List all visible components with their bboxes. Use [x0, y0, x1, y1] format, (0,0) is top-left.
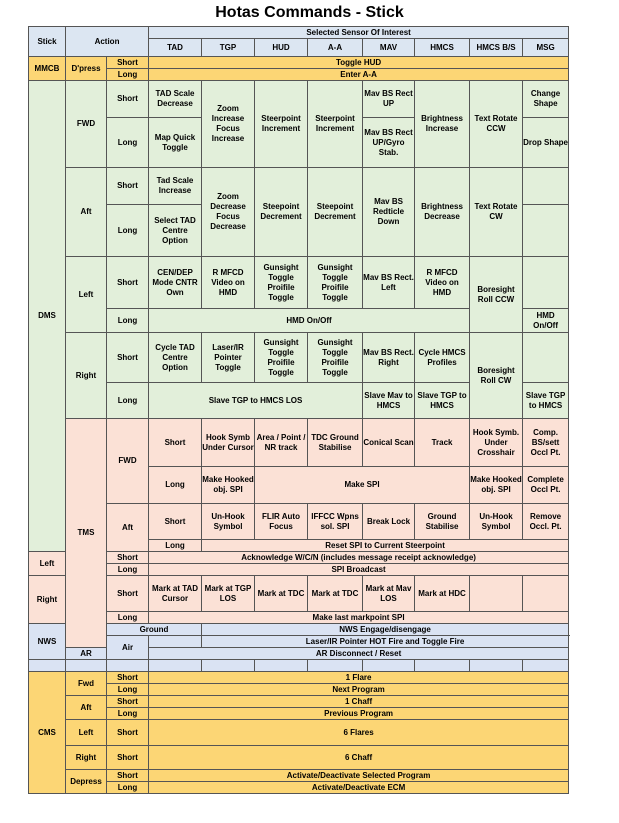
cms-fwd-long-value: Next Program [149, 684, 569, 696]
mmcb-stick: MMCB [29, 57, 66, 81]
tms-right-long-label: Long [107, 612, 149, 624]
tms-fwd-mav: Track [415, 419, 470, 467]
spacer-cell [363, 660, 415, 672]
nws-air-spacer [149, 636, 202, 648]
tms-aft-aa: Break Lock [363, 504, 415, 540]
tms-left-short-value: Acknowledge W/C/N (includes message receipt acknowledge) [149, 552, 569, 564]
dms-left-tgp: R MFCD Video on HMD [202, 257, 255, 309]
dms-aft-short-label: Short [107, 168, 149, 205]
tms-aft-hmcs: Un-Hook Symbol [470, 504, 523, 540]
cms-right-label: Right [66, 746, 107, 770]
cms-left-short-value: 6 Flares [149, 720, 569, 746]
dms-fwd-long-msg: Drop Shape [523, 118, 569, 168]
tms-fwd-short-label: Short [149, 419, 202, 467]
dms-fwd-short-label: Short [107, 81, 149, 118]
column-hmcs-bs: HMCS B/S [470, 39, 523, 57]
dms-aft-mav: Mav BS Redticle Down [363, 168, 415, 257]
dms-left-long-label: Long [107, 309, 149, 333]
tms-right-label: Right [29, 576, 66, 624]
tms-aft-long-label: Long [149, 540, 202, 552]
spacer-cell [523, 660, 569, 672]
mmcb-short-value: Toggle HUD [149, 57, 569, 69]
header-stick: Stick [29, 27, 66, 57]
spacer-cell [202, 660, 255, 672]
tms-fwd-long-value: Make SPI [255, 467, 470, 504]
dms-right-aa: Gunsight Toggle Proifile Toggle [308, 333, 363, 383]
dms-aft-short-tad: Tad Scale Increase [149, 168, 202, 205]
cms-depress-short-value: Activate/Deactivate Selected Program [149, 770, 569, 782]
tms-fwd-long-hmcsbs: Complete Occl Pt. [523, 467, 569, 504]
tms-aft-tad: Un-Hook Symbol [202, 504, 255, 540]
tms-aft-hud: IFFCC Wpns sol. SPI [308, 504, 363, 540]
dms-right-long-hmcs: Slave TGP to HMCS [415, 383, 470, 419]
tms-fwd-hud: TDC Ground Stabilise [308, 419, 363, 467]
cms-left-short-label: Short [107, 720, 149, 746]
dms-stick: DMS [29, 81, 66, 552]
tms-right-aa: Mark at TDC [308, 576, 363, 612]
dms-fwd-aa: Steerpoint Increment [308, 81, 363, 168]
spacer-cell [149, 660, 202, 672]
column-aa: A-A [308, 39, 363, 57]
dms-fwd-long-label: Long [107, 118, 149, 168]
dms-fwd-long-tad: Map Quick Toggle [149, 118, 202, 168]
mmcb-long-label: Long [107, 69, 149, 81]
tms-left-label: Left [29, 552, 66, 576]
dms-left-hud: Gunsight Toggle Proifile Toggle [255, 257, 308, 309]
tms-fwd-tad: Hook Symb Under Cursor [202, 419, 255, 467]
dms-left-label: Left [66, 257, 107, 333]
dms-aft-hmcsbs: Text Rotate CW [470, 168, 523, 257]
dms-aft-hmcs: Brightness Decrease [415, 168, 470, 257]
cms-aft-label: Aft [66, 696, 107, 720]
dms-left-tad: CEN/DEP Mode CNTR Own [149, 257, 202, 309]
dms-right-short-msg [523, 333, 569, 383]
tms-right-mav: Mark at Mav LOS [363, 576, 415, 612]
cms-depress-long-value: Activate/Deactivate ECM [149, 782, 569, 794]
dms-aft-long-label: Long [107, 205, 149, 257]
tms-right-hud: Mark at TDC [255, 576, 308, 612]
tms-right-tgp: Mark at TGP LOS [202, 576, 255, 612]
tms-left-short-label: Short [107, 552, 149, 564]
dms-fwd-short-msg: Change Shape [523, 81, 569, 118]
dms-left-mav: Mav BS Rect. Left [363, 257, 415, 309]
cms-depress-label: Depress [66, 770, 107, 794]
cms-depress-long-label: Long [107, 782, 149, 794]
dms-left-short-label: Short [107, 257, 149, 309]
tms-fwd-long-tad: Make Hooked obj. SPI [202, 467, 255, 504]
mmcb-long-value: Enter A-A [149, 69, 569, 81]
dms-right-hmcsbs: Boresight Roll CW [470, 333, 523, 419]
dms-left-hmcs: R MFCD Video on HMD [415, 257, 470, 309]
cms-aft-short-value: 1 Chaff [149, 696, 569, 708]
spacer-cell [29, 660, 66, 672]
dms-left-hmcsbs: Boresight Roll CCW [470, 257, 523, 333]
cms-fwd-short-value: 1 Flare [149, 672, 569, 684]
dms-aft-short-msg [523, 168, 569, 205]
tms-aft-tgp: FLIR Auto Focus [255, 504, 308, 540]
cms-stick: CMS [29, 672, 66, 794]
dms-aft-long-msg [523, 205, 569, 257]
mmcb-action: D'press [66, 57, 107, 81]
dms-right-mav: Mav BS Rect. Right [363, 333, 415, 383]
tms-right-short-msg [523, 576, 569, 612]
dms-right-long-value: Slave TGP to HMCS LOS [149, 383, 363, 419]
dms-right-long-msg: Slave TGP to HMCS [523, 383, 569, 419]
spacer-cell [107, 660, 149, 672]
mmcb-short-label: Short [107, 57, 149, 69]
dms-right-long-label: Long [107, 383, 149, 419]
dms-aft-tgp: Zoom Decrease Focus Decrease [202, 168, 255, 257]
hotas-commands-table [28, 26, 569, 794]
cms-left-label: Left [66, 720, 107, 746]
dms-right-hud: Gunsight Toggle Proifile Toggle [255, 333, 308, 383]
column-hud: HUD [255, 39, 308, 57]
tms-fwd-tgp: Area / Point / NR track [255, 419, 308, 467]
tms-fwd-long-hmcs: Make Hooked obj. SPI [470, 467, 523, 504]
tms-fwd-label: FWD [107, 419, 149, 504]
dms-fwd-short-mav: Mav BS Rect UP [363, 81, 415, 118]
cms-right-short-label: Short [107, 746, 149, 770]
tms-stick: TMS [66, 419, 107, 648]
dms-aft-aa: Steepoint Decrement [308, 168, 363, 257]
tms-left-long-value: SPI Broadcast [149, 564, 569, 576]
nws-ground-value: NWS Engage/disengage [202, 624, 569, 636]
dms-aft-long-tad: Select TAD Centre Option [149, 205, 202, 257]
dms-left-long-msg: HMD On/Off [523, 309, 569, 333]
dms-aft-label: Aft [66, 168, 107, 257]
cms-fwd-long-label: Long [107, 684, 149, 696]
nws-ar-label: AR [66, 648, 107, 660]
tms-fwd-aa: Conical Scan [363, 419, 415, 467]
tms-right-hmcsbs [470, 576, 523, 612]
tms-fwd-hmcsbs: Comp. BS/sett Occl Pt. [523, 419, 569, 467]
tms-aft-mav: Ground Stabilise [415, 504, 470, 540]
spacer-cell [66, 660, 107, 672]
dms-right-hmcs: Cycle HMCS Profiles [415, 333, 470, 383]
tms-aft-hmcsbs: Remove Occl. Pt. [523, 504, 569, 540]
dms-right-tgp: Laser/IR Pointer Toggle [202, 333, 255, 383]
cms-depress-short-label: Short [107, 770, 149, 782]
column-mav: MAV [363, 39, 415, 57]
nws-air-value: Laser/IR Pointer HOT Fire and Toggle Fire [202, 636, 569, 648]
column-hmcs: HMCS [415, 39, 470, 57]
tms-left-long-label: Long [107, 564, 149, 576]
column-msg: MSG [523, 39, 569, 57]
header-selected-sensor: Selected Sensor Of Interest [149, 27, 569, 39]
dms-right-short-label: Short [107, 333, 149, 383]
dms-left-long-value: HMD On/Off [149, 309, 470, 333]
dms-right-long-mav: Slave Mav to HMCS [363, 383, 415, 419]
nws-air-label: Air [107, 636, 149, 660]
cms-fwd-label: Fwd [66, 672, 107, 696]
tms-fwd-hmcs: Hook Symb. Under Crosshair [470, 419, 523, 467]
cms-right-short-value: 6 Chaff [149, 746, 569, 770]
tms-aft-label: Aft [107, 504, 149, 552]
dms-fwd-tgp: Zoom Increase Focus Increase [202, 81, 255, 168]
dms-left-short-msg [523, 257, 569, 309]
dms-fwd-hud: Steerpoint Increment [255, 81, 308, 168]
tms-right-tad: Mark at TAD Cursor [149, 576, 202, 612]
dms-left-aa: Gunsight Toggle Proifile Toggle [308, 257, 363, 309]
cms-aft-long-value: Previous Program [149, 708, 569, 720]
tms-aft-long-value: Reset SPI to Current Steerpoint [202, 540, 569, 552]
tms-aft-short-label: Short [149, 504, 202, 540]
column-tad: TAD [149, 39, 202, 57]
spacer-cell [470, 660, 523, 672]
dms-fwd-hmcs: Brightness Increase [415, 81, 470, 168]
dms-fwd-label: FWD [66, 81, 107, 168]
dms-aft-hud: Steepoint Decrement [255, 168, 308, 257]
dms-fwd-hmcsbs: Text Rotate CCW [470, 81, 523, 168]
tms-right-short-label: Short [107, 576, 149, 612]
spacer-cell [255, 660, 308, 672]
spacer-cell [415, 660, 470, 672]
cms-fwd-short-label: Short [107, 672, 149, 684]
nws-stick: NWS [29, 624, 66, 660]
dms-fwd-long-mav: Mav BS Rect UP/Gyro Stab. [363, 118, 415, 168]
dms-fwd-short-tad: TAD Scale Decrease [149, 81, 202, 118]
cms-aft-long-label: Long [107, 708, 149, 720]
tms-fwd-long-label: Long [149, 467, 202, 504]
dms-right-label: Right [66, 333, 107, 419]
cms-aft-short-label: Short [107, 696, 149, 708]
spacer-cell [308, 660, 363, 672]
column-tgp: TGP [202, 39, 255, 57]
nws-ar-value: AR Disconnect / Reset [149, 648, 569, 660]
dms-right-tad: Cycle TAD Centre Option [149, 333, 202, 383]
page-title: Hotas Commands - Stick [215, 4, 404, 21]
header-action: Action [66, 27, 149, 57]
nws-ground-label: Ground [107, 624, 202, 636]
tms-right-long-value: Make last markpoint SPI [149, 612, 569, 624]
tms-right-hmcs: Mark at HDC [415, 576, 470, 612]
